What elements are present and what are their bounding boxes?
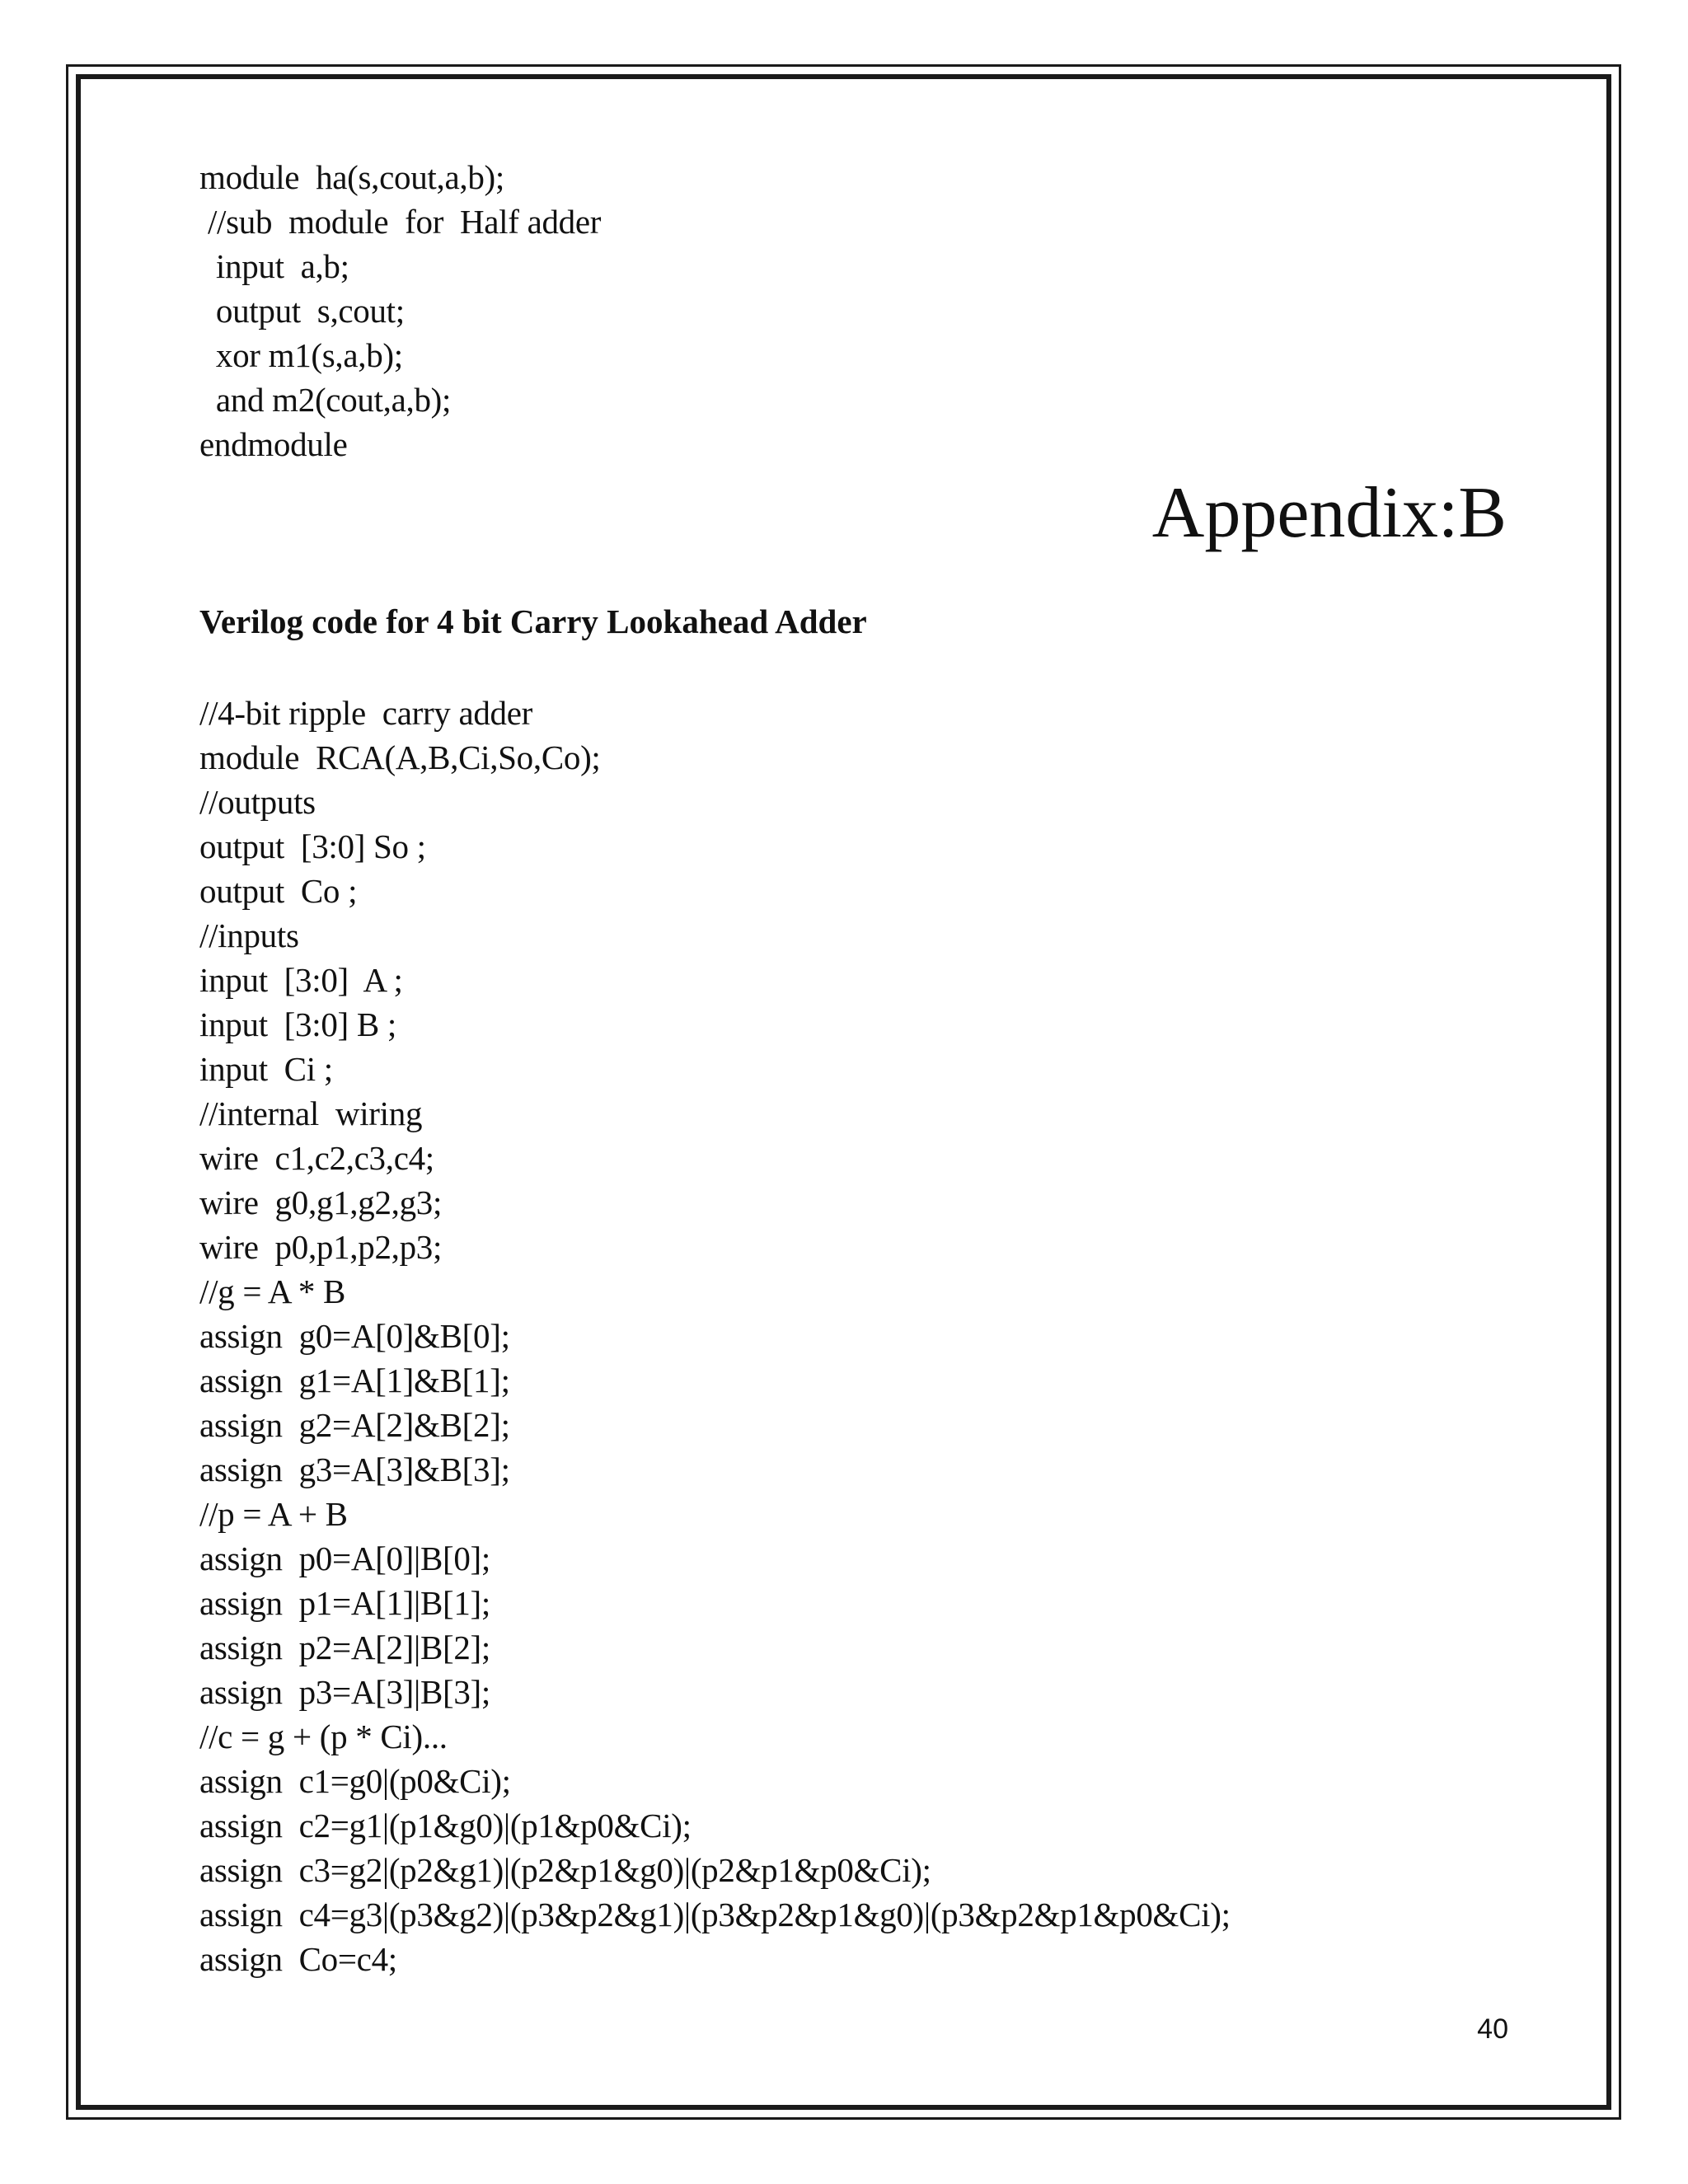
code-line: //4-bit ripple carry adder (199, 694, 533, 732)
code-line: //inputs (199, 916, 299, 954)
code-line: assign g1=A[1]&B[1]; (199, 1361, 510, 1399)
appendix-title: Appendix:B (1151, 473, 1507, 553)
code-line: wire p0,p1,p2,p3; (199, 1228, 443, 1266)
code-line: assign p0=A[0]|B[0]; (199, 1540, 490, 1577)
code-line: module ha(s,cout,a,b); (199, 158, 504, 196)
code-line: //g = A * B (199, 1272, 346, 1310)
code-line: assign p3=A[3]|B[3]; (199, 1673, 490, 1711)
code-line: output Co ; (199, 872, 358, 910)
code-line: //c = g + (p * Ci)... (199, 1718, 448, 1755)
code-line: assign c3=g2|(p2&g1)|(p2&p1&g0)|(p2&p1&p0&Ci); (199, 1851, 931, 1889)
code-line: output s,cout; (199, 292, 405, 330)
code-line: input [3:0] A ; (199, 961, 403, 999)
code-line: //outputs (199, 783, 316, 821)
code-line: assign g3=A[3]&B[3]; (199, 1451, 510, 1488)
code-line: assign p1=A[1]|B[1]; (199, 1584, 490, 1622)
page-number: 40 (1477, 2013, 1508, 2045)
code-line: input a,b; (199, 247, 349, 285)
code-line: assign p2=A[2]|B[2]; (199, 1629, 490, 1666)
code-line: //sub module for Half adder (199, 203, 602, 241)
code-line: assign g0=A[0]&B[0]; (199, 1317, 510, 1355)
code-line: and m2(cout,a,b); (199, 381, 452, 419)
code-line: input Ci ; (199, 1050, 333, 1088)
code-line: assign Co=c4; (199, 1940, 397, 1978)
code-line: xor m1(s,a,b); (199, 336, 403, 374)
code-line: assign c1=g0|(p0&Ci); (199, 1762, 511, 1800)
code-line: wire g0,g1,g2,g3; (199, 1183, 443, 1221)
code-line: assign c2=g1|(p1&g0)|(p1&p0&Ci); (199, 1807, 692, 1844)
code-line: input [3:0] B ; (199, 1005, 396, 1043)
code-line: output [3:0] So ; (199, 827, 426, 865)
code-line: //p = A + B (199, 1495, 348, 1533)
code-line: assign c4=g3|(p3&g2)|(p3&p2&g1)|(p3&p2&p1&g0)|(p3&p2&p1&p0&Ci); (199, 1896, 1231, 1933)
code-line: module RCA(A,B,Ci,So,Co); (199, 738, 601, 776)
code-line: wire c1,c2,c3,c4; (199, 1139, 434, 1177)
code-line: endmodule (199, 425, 348, 463)
code-line: assign g2=A[2]&B[2]; (199, 1406, 510, 1444)
section-heading: Verilog code for 4 bit Carry Lookahead Adder (199, 602, 867, 640)
code-line: //internal wiring (199, 1094, 423, 1132)
